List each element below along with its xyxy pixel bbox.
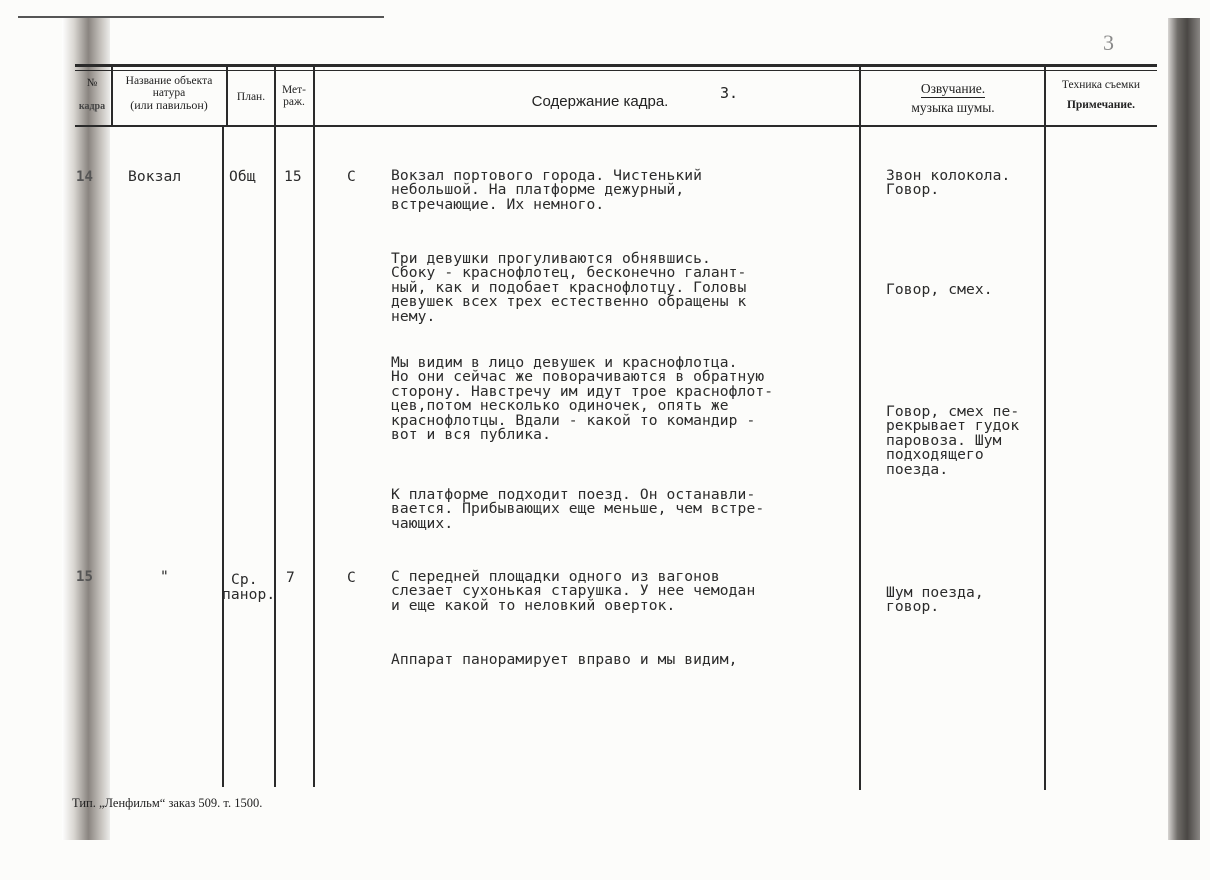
row-15-metrazh: 7 bbox=[286, 569, 295, 586]
header-number-sub: кадра bbox=[78, 100, 106, 112]
header-content: Содержание кадра. bbox=[531, 93, 669, 110]
header-plan: План. bbox=[236, 91, 266, 103]
header-number bbox=[74, 78, 110, 112]
row-14-object: Вокзал bbox=[128, 168, 182, 185]
row-14-sound-2: Говор, смех. bbox=[886, 281, 993, 298]
header-object bbox=[113, 75, 225, 112]
row-15-plan-line1: Ср. bbox=[231, 571, 258, 588]
row-15-plan-line2: панор. bbox=[222, 586, 276, 603]
row-14-plan: Общ bbox=[229, 168, 256, 185]
row-15-sound-1: Шум поезда, говор. bbox=[886, 584, 984, 616]
header-page-number: 3. bbox=[719, 84, 739, 102]
header-metrazh-line2: раж. bbox=[283, 96, 305, 109]
header-bottom-rule bbox=[75, 125, 1157, 127]
row-14-number: 14 bbox=[76, 169, 94, 185]
printer-footer: Тип. „Ленфильм“ заказ 509. т. 1500. bbox=[72, 796, 263, 810]
header-tech bbox=[1046, 79, 1156, 111]
handwritten-page-mark: 3 bbox=[1103, 30, 1114, 55]
header-tech-title: Техника съемки bbox=[1061, 79, 1141, 91]
row-15-object: " bbox=[160, 568, 169, 585]
row-14-metrazh: 15 bbox=[284, 168, 302, 185]
header-metrazh-line1: Мет- bbox=[281, 84, 307, 96]
row-14-text-4: К платформе подходит поезд. Он останавли- вается. Прибывающих еще меньше, чем встре- чающих. bbox=[391, 486, 765, 532]
header-object-line3: (или павильон) bbox=[130, 98, 208, 113]
row-14-sound-3: Говор, смех пе- рекрывает гудок паровоза. Шум подходящего поезда. bbox=[886, 403, 1020, 478]
header-object-line2: натура bbox=[152, 87, 186, 100]
row-15-text-1: С передней площадки одного из вагонов слезает сухонькая старушка. У нее чемодан и еще какой то неловкий оверток. bbox=[391, 568, 756, 614]
right-edge-strip bbox=[1168, 18, 1200, 840]
col-divider-3 bbox=[274, 67, 276, 787]
header-metrazh bbox=[276, 84, 312, 108]
col-divider-6 bbox=[1044, 67, 1046, 790]
header-top-rule bbox=[75, 64, 1157, 67]
row-14-mark: С bbox=[347, 168, 356, 185]
row-15-text-2: Аппарат панорамирует вправо и мы видим, bbox=[391, 651, 738, 668]
header-object-line1: Название объекта bbox=[125, 75, 213, 87]
row-15-number: 15 bbox=[76, 569, 94, 585]
header-number-label: № bbox=[86, 77, 98, 89]
row-14-text-3: Мы видим в лицо девушек и краснофлотца. Но они сейчас же поворачиваются в обратную сторону. Навстречу им идут трое краснофлот- цев,потом несколько одиночек, опять же краснофлотцы. Вдали - какой то командир - вот и вся публика. bbox=[391, 354, 774, 444]
row-15-mark: С bbox=[347, 569, 356, 586]
header-sound bbox=[862, 82, 1044, 115]
header-sound-sub: музыка шумы. bbox=[911, 100, 995, 116]
header-tech-sub: Примечание. bbox=[1066, 99, 1136, 112]
row-14-text-1: Вокзал портового города. Чистенький небольшой. На платформе дежурный, встречающие. Их немного. bbox=[391, 167, 703, 213]
header-top-rule-thin bbox=[75, 70, 1157, 71]
row-14-text-2: Три девушки прогуливаются обнявшись. Сбоку - краснофлотец, бесконечно галант- ный, как и подобает краснофлотцу. Головы девушек всех трех естественно обращены к нему. bbox=[391, 250, 747, 325]
binding-gutter-shadow bbox=[62, 18, 110, 840]
col-divider-5 bbox=[859, 67, 861, 790]
col-divider-2 bbox=[222, 127, 224, 787]
col-divider-4 bbox=[313, 67, 315, 787]
header-sound-title: Озвучание. bbox=[921, 82, 985, 98]
row-14-sound-1: Звон колокола. Говор. bbox=[886, 167, 1011, 199]
